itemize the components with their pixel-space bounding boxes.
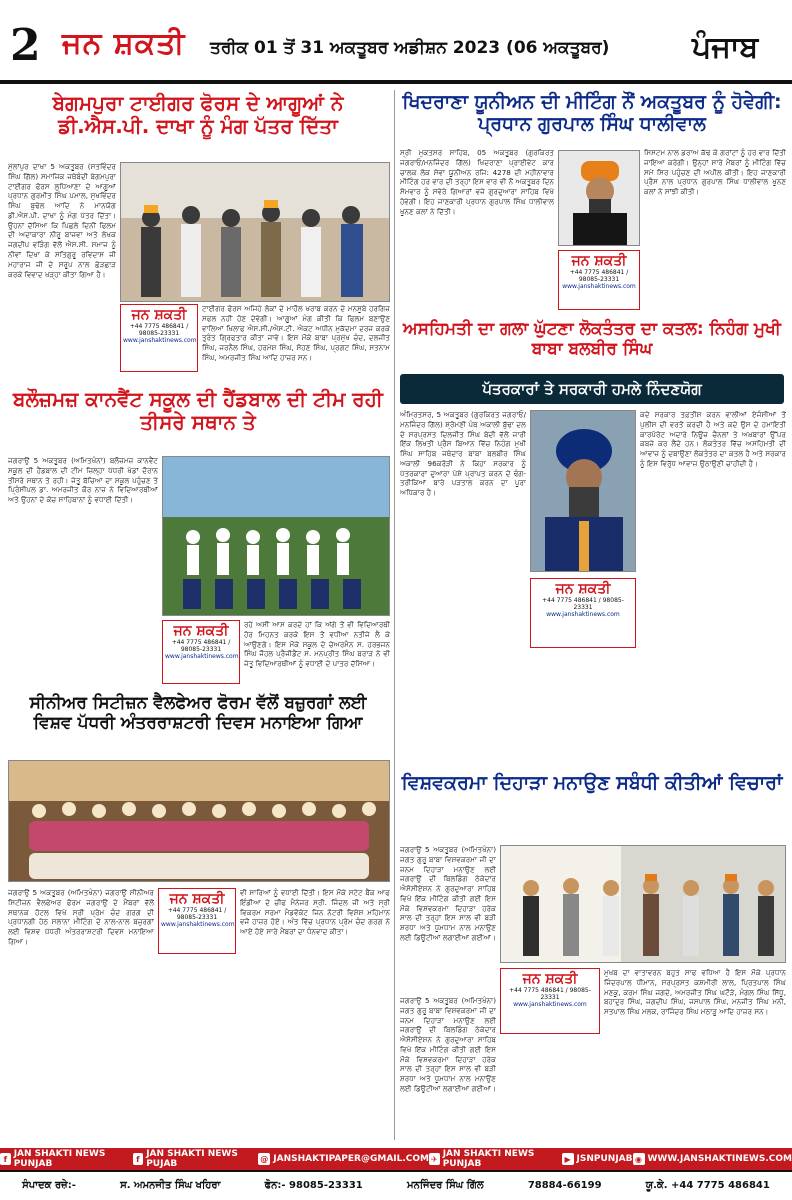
footer-social-item[interactable]: @ JANSHAKTIPAPER@GMAIL.COM bbox=[260, 1154, 430, 1164]
group-photo bbox=[8, 760, 390, 882]
portrait-photo bbox=[530, 410, 636, 572]
facebook-icon: f bbox=[0, 1153, 11, 1165]
footer-social-bar bbox=[0, 1148, 792, 1170]
footer-social-item[interactable]: ▶ JSNPUNJAB bbox=[562, 1153, 633, 1165]
email-icon: @ bbox=[260, 1154, 269, 1164]
article-body: ਮੁੱਲਾਂਪੁਰ ਦਾਖਾ 5 ਅਕਤੂਬਰ (ਸਤਵਿੰਦਰ ਸਿੰਘ ਗਿੱਲ) ਸਮਾਜਿਕ ਜਥੇਬੰਦੀ ਬੇਗਮਪੁਰਾ ਟਾਈਗਰ ਫੋਰਸ ਲੁਧਿਆਣਾ ਦੇ ਆਗੂਆਂ ਪ੍ਰਧਾਨ ਗੁਰਮੀਤ ਸਿੰਘ ਪਮਾਲ, ਸੁਖਵਿੰਦਰ ਸਿੰਘ ਬੁਢੇਲ ਆਦਿ ਨੇ ਮਾਨਯੋਗ ਡੀ.ਐਸ.ਪੀ. ਦਾਖਾ ਨੂੰ ਮੰਗ ਪੱਤਰ ਦਿੱਤਾ। ਉਹਨਾਂ ਦੱਸਿਆ ਕਿ ਪਿਛਲੇ ਦਿਨੀਂ ਫਿਲਮ ਦੀ ਅਦਾਕਾਰਾ ਨੀਰੂ ਬਾਜਵਾ ਅਤੇ ਲੇਖਕ ਜਗਦੀਪ ਵੜਿੰਗ ਵੱਲੋਂ ਐਸ.ਸੀ. ਸਮਾਜ ਨੂੰ ਨੀਵਾਂ ਦਿਖਾ ਕੇ ਸਤਿਗੁਰੂ ਰਵਿਦਾਸ ਜੀ ਮਹਾਰਾਜ ਜੀ ਦੇ ਸਰੂਪ ਨਾਲ ਛੇੜਛਾੜ ਕਰਕੇ ਵਿਵਾਦ ਖੜ੍ਹਾ ਕੀਤਾ ਗਿਆ ਹੈ। bbox=[8, 162, 116, 279]
section-title: ਪੰਜਾਬ bbox=[692, 30, 759, 65]
headline-baloujmaj: ਬਲੌਜ਼ਮਜ਼ ਕਾਨਵੈਂਟ ਸਕੂਲ ਦੀ ਹੈਂਡਬਾਲ ਦੀ ਟੀਮ ਰਹੀ ਤੀਸਰੇ ਸਥਾਨ ਤੇ bbox=[13, 387, 383, 434]
facebook-icon: f bbox=[133, 1153, 144, 1165]
advertisement: ਜਨ ਸ਼ਕਤੀ +44 7775 486841 / 98085-23331 www.janshaktinews.com bbox=[500, 968, 600, 1034]
article-body: ਸਿਸਟਮ ਨਾਲ ਡਰਾਅ ਕੱਢ ਕੇ ਗਰਾਂਟਾਂ ਨੂੰ ਹਰ ਵਾਰ ਦਿੱਤੀ ਜਾਇਆ ਕਰੇਗੀ। ਉਨ੍ਹਾਂ ਸਾਰੇ ਮੈਂਬਰਾਂ ਨੂੰ ਮੀਟਿੰਗ ਵਿੱਚ ਸਮੇਂ ਸਿਰ ਪਹੁੰਚਣ ਦੀ ਅਪੀਲ ਕੀਤੀ। ਇਹ ਜਾਣਕਾਰੀ ਪ੍ਰੈਸ ਨਾਲ ਪ੍ਰਧਾਨ ਗੁਰਪਾਲ ਸਿੰਘ ਧਾਲੀਵਾਲ ਖੂਨਣ ਕਲਾਂ ਨੇ ਸਾਂਝੀ ਕੀਤੀ। bbox=[644, 148, 786, 197]
page-number: 2 bbox=[10, 20, 41, 71]
article-body-continued: ਜਗਰਾਉਂ 5 ਅਕਤੂਬਰ (ਅਮਿਤਖੰਨਾ) ਜਗਤ ਗੁਰੂ ਬਾਬਾ ਵਿਸ਼ਵਕਰਮਾ ਜੀ ਦਾ ਜਨਮ ਦਿਹਾੜਾ ਮਨਾਉਣ ਲਈ ਜਗਰਾਉਂ ਦੀ ਬਿਲਡਿੰਗ ਠੇਕੇਦਾਰ ਐਸੋਸੀਏਸ਼ਨ ਨੇ ਗੁਰਦੁਆਰਾ ਸਾਹਿਬ ਵਿਖੇ ਇੱਕ ਮੀਟਿੰਗ ਕੀਤੀ ਗਈ ਇਸ ਮੌਕੇ ਵਿਸ਼ਵਕਰਮਾ ਦਿਹਾੜਾ ਹਰੇਕ ਸਾਲ ਦੀ ਤਰ੍ਹਾਂ ਇਸ ਸਾਲ ਵੀ ਬੜੀ ਸ਼ਰਧਾ ਅਤੇ ਧੂਮਧਾਮ ਨਾਲ ਮਨਾਉਣ ਲਈ ਡਿਊਟੀਆਂ ਲਗਾਈਆਂ ਗਈਆਂ। bbox=[400, 996, 496, 1094]
footer-social-item[interactable]: f JAN SHAKTI NEWS PUNJAB bbox=[0, 1149, 133, 1169]
article-body: ਕਦੇ ਸਰਕਾਰ ਤਫ਼ਤੀਸ਼ ਕਰਨ ਵਾਲੀਆਂ ਏਜੰਸੀਆਂ ਤੋਂ ਪੁਲੀਸ ਦੀ ਵਰਤੋਂ ਕਰਦੀ ਹੈ ਅਤੇ ਕਦੇ ਉਸ ਦੇ ਹਮਾਇਤੀ ਕਾਰਪੋਰੇਟ ਅਦਾਰੇ ਨਿਊਜ਼ ਚੈਨਲਾਂ ਤੇ ਅਖ਼ਬਾਰਾਂ ਉੱਪਰ ਕਬਜ਼ੇ ਕਰ ਲੈਂਦੇ ਹਨ। ਲੋਕਤੰਤਰ ਵਿੱਚ ਅਸਹਿਮਤੀ ਦੀ ਆਵਾਜ਼ ਨੂੰ ਦਬਾਉਣਾ ਲੋਕਤੰਤਰ ਦਾ ਕਤਲ ਹੈ ਅਤੇ ਸਰਕਾਰ ਨੂੰ ਇਸ ਵਿਰੁੱਧ ਆਵਾਜ਼ ਉਠਾਉਣੀ ਚਾਹੀਦੀ ਹੈ। bbox=[640, 410, 786, 468]
advertisement: ਜਨ ਸ਼ਕਤੀ +44 7775 486841 / 98085-23331 www.janshaktinews.com bbox=[530, 578, 636, 648]
header-rule bbox=[0, 80, 792, 84]
article-photo bbox=[120, 162, 390, 302]
advertisement: ਜਨ ਸ਼ਕਤੀ +44 7775 486841 / 98085-23331 www.janshaktinews.com bbox=[162, 620, 240, 684]
article-body: ਜਗਰਾਉਂ 5 ਅਕਤੂਬਰ (ਅਮਿਤਖੰਨਾ) ਜਗਰਾਉਂ ਸੀਨੀਅਰ ਸਿਟੀਜ਼ਨ ਵੈਲਫੇਅਰ ਫੋਰਮ ਜਗਰਾਉਂ ਦੇ ਮੈਂਬਰਾਂ ਵੱਲੋਂ ਸਥਾਨਕ ਹੋਟਲ ਵਿਖੇ ਸ੍ਰੀ ਪ੍ਰੇਮ ਚੰਦ ਗਰਗ ਦੀ ਪ੍ਰਧਾਨਗੀ ਹੇਠ ਸਲਾਨਾ ਮੀਟਿੰਗ ਦੇ ਨਾਲ-ਨਾਲ ਬਜ਼ੁਰਗਾਂ ਲਈ ਵਿਸ਼ਵ ਪੱਧਰੀ ਅੰਤਰਰਾਸ਼ਟਰੀ ਦਿਵਸ ਮਨਾਇਆ ਗਿਆ। bbox=[8, 888, 154, 946]
column-divider bbox=[394, 90, 395, 1140]
article-body: ਅੰਮ੍ਰਿਤਸਰ, 5 ਅਕਤੂਬਰ (ਗੁਰਕਿਰਤ ਜਗਰਾਓ/ਮਨਜਿੰਦਰ ਗਿੱਲ) ਸ਼੍ਰੋਮਣੀ ਪੰਥ ਅਕਾਲੀ ਬੁੱਢਾ ਦਲ ਦੇ ਸਰਪ੍ਰਸਤ ਦਿਲਜੀਤ ਸਿੰਘ ਬੇਦੀ ਵੱਲੋਂ ਜਾਰੀ ਇੱਕ ਲਿਖਤੀ ਪ੍ਰੈਸ ਬਿਆਨ ਵਿੱਚ ਨਿਹੰਗ ਮੁਖੀ ਸਿੰਘ ਸਾਹਿਬ ਜਥੇਦਾਰ ਬਾਬਾ ਬਲਬੀਰ ਸਿੰਘ ਅਕਾਲੀ 96ਕਰੋੜੀ ਨੇ ਕਿਹਾ ਸਰਕਾਰ ਨੂੰ ਪੱਤਰਕਾਰਾਂ ਦੁਆਰਾ ਪੇਸ਼ੇ ਪ੍ਰਾਪਤ ਕਰਨ ਦੇ ਢੰਗ-ਤਰੀਕਿਆਂ ਬਾਰੇ ਪੜਤਾਲ ਕਰਨ ਦਾ ਪੂਰਾ ਅਧਿਕਾਰ ਹੈ। bbox=[400, 410, 526, 498]
headline-kidrana: ਖਿਦਰਾਣਾ ਯੂਨੀਅਨ ਦੀ ਮੀਟਿੰਗ ਨੌਂ ਅਕਤੂਬਰ ਨੂੰ ਹੋਵੇਗੀ: ਪ੍ਰਧਾਨ ਗੁਰਪਾਲ ਸਿੰਘ ਧਾਲੀਵਾਲ bbox=[402, 91, 782, 135]
subheading-banner: ਪੱਤਰਕਾਰਾਂ ਤੇ ਸਰਕਾਰੀ ਹਮਲੇ ਨਿੰਦਣਯੋਗ bbox=[400, 374, 784, 404]
team-photo bbox=[162, 456, 390, 616]
headline-vishwakarma: ਵਿਸ਼ਵਕਰਮਾ ਦਿਹਾੜਾ ਮਨਾਉਣ ਸਬੰਧੀ ਕੀਤੀਆਂ ਵਿਚਾਰਾਂ bbox=[401, 772, 783, 794]
logo: ਜਨ ਸ਼ਕਤੀ bbox=[62, 26, 186, 61]
article-body: ਜਗਰਾਉਂ 5 ਅਕਤੂਬਰ (ਅਮਿਤਖੰਨਾ) ਬਲੌਜ਼ਮਜ਼ ਕਾਨਵੈਂਟ ਸਕੂਲ ਦੀ ਹੈਂਡਬਾਲ ਦੀ ਟੀਮ ਜ਼ਿਲ੍ਹਾ ਪੱਧਰੀ ਖੇਡਾਂ ਦੌਰਾਨ ਤੀਸਰੇ ਸਥਾਨ ਤੇ ਰਹੀ। ਜੇਤੂ ਬੱਚਿਆਂ ਦਾ ਸਕੂਲ ਪਹੁੰਚਣ ਤੇ ਪ੍ਰਿੰਸੀਪਲ ਡਾ. ਅਮਰਜੀਤ ਕੌਰ ਨਾਜ਼ ਨੇ ਵਿਦਿਆਰਥੀਆਂ ਅਤੇ ਉਹਨਾਂ ਦੇ ਕੋਚ ਸਾਹਿਬਾਨਾਂ ਨੂੰ ਵਧਾਈ ਦਿੱਤੀ। bbox=[8, 456, 158, 505]
advertisement: ਜਨ ਸ਼ਕਤੀ +44 7775 486841 / 98085-23331 www.janshaktinews.com bbox=[120, 304, 198, 372]
article-body: ਵੀ ਸਾਰਿਆਂ ਨੂੰ ਵਧਾਈ ਦਿੱਤੀ। ਇਸ ਮੌਕੇ ਸਟੇਟ ਬੈਂਕ ਆਫ ਇੰਡੀਆ ਦੇ ਚੀਫ ਮੈਨੇਜਰ ਸ੍ਰੀ. ਜਿੰਦਲ ਜੀ ਅਤੇ ਸ੍ਰੀ ਵਿਕਰਮ ਸਰਮਾ ਮੈਡਵੋਕੇਟ ਜਿਨ ਨੋਟਰੀ ਵਿਸ਼ੇਸ਼ ਮਹਿਮਾਨ ਵਜੋਂ ਹਾਜ਼ਰ ਹੋਏ। ਅੰਤ ਵਿੱਚ ਪ੍ਰਧਾਨ ਪ੍ਰੇਮ ਚੰਦ ਗਰਗ ਨੇ ਆਏ ਹੋਏ ਸਾਰੇ ਮੈਂਬਰਾਂ ਦਾ ਧੰਨਵਾਦ ਕੀਤਾ। bbox=[240, 888, 390, 937]
footer-phone: 78884-66199 bbox=[527, 1179, 602, 1191]
footer-editor-name: ਸ. ਅਮਨਜੀਤ ਸਿੰਘ ਖਹਿਰਾ bbox=[120, 1179, 221, 1191]
portrait-photo bbox=[558, 150, 640, 246]
advertisement: ਜਨ ਸ਼ਕਤੀ +44 7775 486841 / 98085-23331 www.janshaktinews.com bbox=[558, 250, 640, 310]
globe-icon: ◉ bbox=[633, 1153, 645, 1165]
article-body: ਜਗਰਾਉਂ 5 ਅਕਤੂਬਰ (ਅਮਿਤਖੰਨਾ) ਜਗਤ ਗੁਰੂ ਬਾਬਾ ਵਿਸ਼ਵਕਰਮਾ ਜੀ ਦਾ ਜਨਮ ਦਿਹਾੜਾ ਮਨਾਉਣ ਲਈ ਜਗਰਾਉਂ ਦੀ ਬਿਲਡਿੰਗ ਠੇਕੇਦਾਰ ਐਸੋਸੀਏਸ਼ਨ ਨੇ ਗੁਰਦੁਆਰਾ ਸਾਹਿਬ ਵਿਖੇ ਇੱਕ ਮੀਟਿੰਗ ਕੀਤੀ ਗਈ ਇਸ ਮੌਕੇ ਵਿਸ਼ਵਕਰਮਾ ਦਿਹਾੜਾ ਹਰੇਕ ਸਾਲ ਦੀ ਤਰ੍ਹਾਂ ਇਸ ਸਾਲ ਵੀ ਬੜੀ ਸ਼ਰਧਾ ਅਤੇ ਧੂਮਧਾਮ ਨਾਲ ਮਨਾਉਣ ਲਈ ਡਿਊਟੀਆਂ ਲਗਾਈਆਂ ਗਈਆਂ। bbox=[400, 845, 496, 943]
footer-name: ਮਨਜਿੰਦਰ ਸਿੰਘ ਗਿੱਲ bbox=[406, 1179, 484, 1191]
footer-contact-bar bbox=[0, 1170, 792, 1198]
footer bbox=[0, 1148, 792, 1200]
telegram-icon: ✈ bbox=[431, 1154, 438, 1164]
article-body: ਮੁਖਬ ਦਾ ਵਾਤਾਵਰਨ ਬਹੁਤ ਸਾਫ ਵਧਿਆ ਹੈ ਇਸ ਮੌਕੇ ਪ੍ਰਧਾਨ ਜਿੰਦਰਪਾਲ ਧੀਮਾਨ, ਸਰਪ੍ਰਸਤ ਕਸ਼ਮੀਰੀ ਲਾਲ, ਪ੍ਰਿਤਪਾਲ ਸਿੰਘ ਮਣਕੂ, ਕਰਮ ਸਿੰਘ ਜਗਦੇ, ਅਮਰਜੀਤ ਸਿੰਘ ਘਟੌੜੇ, ਮੰਗਲ ਸਿੰਘ ਸਿੱਧੂ, ਬਹਾਦੁਰ ਸਿੰਘ, ਜਗਦੀਪ ਸਿੰਘ, ਜਸਪਾਲ ਸਿੰਘ, ਮਨਜੀਤ ਸਿੰਘ ਮਨੀ, ਸਤਪਾਲ ਸਿੰਘ ਮਲਕ, ਰਾਜਿੰਦਰ ਸਿੰਘ ਮਠਾੜੂ ਆਦਿ ਹਾਜ਼ਰ ਸਨ। bbox=[604, 968, 786, 1017]
masthead bbox=[0, 0, 792, 86]
footer-phone: ਫੋਨ:- 98085-23331 bbox=[264, 1179, 363, 1191]
meeting-photo bbox=[500, 845, 786, 963]
article-body: ਰਹੇ ਅਸੀਂ ਆਸ ਕਰਦੇ ਹਾਂ ਕਿ ਅੱਗੇ ਤੋਂ ਵੀ ਵਿਦਿਆਰਥੀ ਹੋਰ ਮਿਹਨਤ ਕਰਕੇ ਇਸ ਤੋਂ ਵਧੀਆ ਨਤੀਜੇ ਲੈ ਕੇ ਆਉਣਗੇ। ਇਸ ਮੌਕੇ ਸਕੂਲ ਦੇ ਚੇਅਰਮੈਨ ਸ. ਹਰਭਜਨ ਸਿੰਘ ਜੌਹਲ ਪ੍ਰੈਜੀਡੈਂਟ ਸ. ਮਨਪ੍ਰੀਤ ਸਿੰਘ ਬਰਾੜ ਨੇ ਵੀ ਜੇਤੂ ਵਿਦਿਆਰਥੀਆਂ ਨੂੰ ਵਧਾਈ ਦੇ ਪਾਤਰ ਦੱਸਿਆ। bbox=[244, 620, 390, 669]
footer-social-item[interactable]: ✈ JAN SHAKTI NEWS PUNJAB bbox=[431, 1149, 535, 1169]
footer-editor-label: ਸੰਪਾਦਕ ਰਜ਼ੇ:- bbox=[22, 1179, 76, 1191]
dateline: ਤਰੀਕ 01 ਤੋਂ 31 ਅਕਤੂਬਰ ਅਡੀਸ਼ਨ 2023 (06 ਅਕਤੂਬਰ) bbox=[210, 38, 610, 58]
advertisement: ਜਨ ਸ਼ਕਤੀ +44 7775 486841 / 98085-23331 www.janshaktinews.com bbox=[158, 888, 236, 954]
footer-social-item[interactable]: f JAN SHAKTI NEWS PUJAB bbox=[133, 1149, 259, 1169]
youtube-icon: ▶ bbox=[562, 1153, 574, 1165]
headline-begampura: ਬੇਗਮਪੁਰਾ ਟਾਈਗਰ ਫੋਰਸ ਦੇ ਆਗੂਆਂ ਨੇ ਡੀ.ਐਸ.ਪੀ. ਦਾਖਾ ਨੂੰ ਮੰਗ ਪੱਤਰ ਦਿੱਤਾ bbox=[52, 91, 344, 138]
footer-uk-phone: ਯੂ.ਕੇ. +44 7775 486841 bbox=[645, 1179, 770, 1191]
article-body: ਟਾਈਗਰ ਫੋਰਸ ਅਜਿਹੇ ਲੋਕਾਂ ਦੇ ਮਾਹੌਲ ਖਰਾਬ ਕਰਨ ਦੇ ਮਨਸੂਬੇ ਹਰਗਿਜ਼ ਸਫਲ ਨਹੀਂ ਹੋਣ ਦੇਵੇਗੀ। ਆਗੂਆਂ ਮੰਗ ਕੀਤੀ ਕਿ ਫਿਲਮ ਬਣਾਉਣ ਵਾਲਿਆਂ ਖਿਲਾਫ ਐਸ.ਸੀ./ਐਸ.ਟੀ. ਐਕਟ ਅਧੀਨ ਮੁਕੱਦਮਾ ਦਰਜ ਕਰਕੇ ਤੁਰੰਤ ਗ੍ਰਿਫਤਾਰ ਕੀਤਾ ਜਾਵੇ। ਇਸ ਮੌਕੇ ਬਾਬਾ ਪ੍ਰਮੁੱਖ ਚੰਦ, ਦਲਜੀਤ ਸਿੰਘ, ਜਰਨੈਲ ਸਿੰਘ, ਹਰਮੇਸ਼ ਸਿੰਘ, ਸੋਹਣ ਸਿੰਘ, ਪ੍ਰਗਟ ਸਿੰਘ, ਸਤਨਾਮ ਸਿੰਘ, ਅਮਰਜੀਤ ਸਿੰਘ ਆਦਿ ਹਾਜ਼ਰ ਸਨ। bbox=[202, 304, 390, 362]
article-body: ਸ੍ਰੀ ਮੁਕਤਸਰ ਸਾਹਿਬ, 05 ਅਕਤੂਬਰ (ਗੁਰਕਿਰਤ ਜਗਰਾਓਂ/ਮਨਜਿੰਦਰ ਗਿੱਲ) ਖਿਦਰਾਣਾ ਪ੍ਰਾਈਵੇਟ ਕਾਰ ਚਾਲਕ ਲੋਕ ਸੇਵਾ ਯੂਨੀਅਨ ਰਜਿ: 4278 ਦੀ ਮਹੀਨਾਵਾਰ ਮੀਟਿੰਗ ਹਰ ਵਾਰ ਦੀ ਤਰ੍ਹਾਂ ਇਸ ਵਾਰ ਵੀ ਨੌਂ ਅਕਤੂਬਰ ਦਿਨ ਸੋਮਵਾਰ ਨੂੰ ਸਵੇਰੇ ਗਿਆਰਾਂ ਵਜੇ ਗੁਰਦੁਆਰਾ ਸਾਹਿਬ ਵਿਖੇ ਹੋਵੇਗੀ। ਇਹ ਜਾਣਕਾਰੀ ਪ੍ਰਧਾਨ ਗੁਰਪਾਲ ਸਿੰਘ ਧਾਲੀਵਾਲ ਖੂਨਣ ਕਲਾਂ ਨੇ ਦਿੱਤੀ। bbox=[400, 148, 554, 216]
footer-social-item[interactable]: ◉ WWW.JANSHAKTINEWS.COM bbox=[633, 1153, 792, 1165]
headline-senior: ਸੀਨੀਅਰ ਸਿਟੀਜ਼ਨ ਵੈਲਫੇਅਰ ਫੋਰਮ ਵੱਲੋਂ ਬਜ਼ੁਰਗਾਂ ਲਈ ਵਿਸ਼ਵ ਪੱਧਰੀ ਅੰਤਰਰਾਸ਼ਟਰੀ ਦਿਵਸ ਮਨਾਇਆ ਗਿਆ bbox=[29, 693, 367, 733]
headline-asehmati: ਅਸਹਿਮਤੀ ਦਾ ਗਲਾ ਘੁੱਟਣਾ ਲੋਕਤੰਤਰ ਦਾ ਕਤਲ: ਨਿਹੰਗ ਮੁਖੀ ਬਾਬਾ ਬਲਬੀਰ ਸਿੰਘ bbox=[403, 319, 781, 359]
